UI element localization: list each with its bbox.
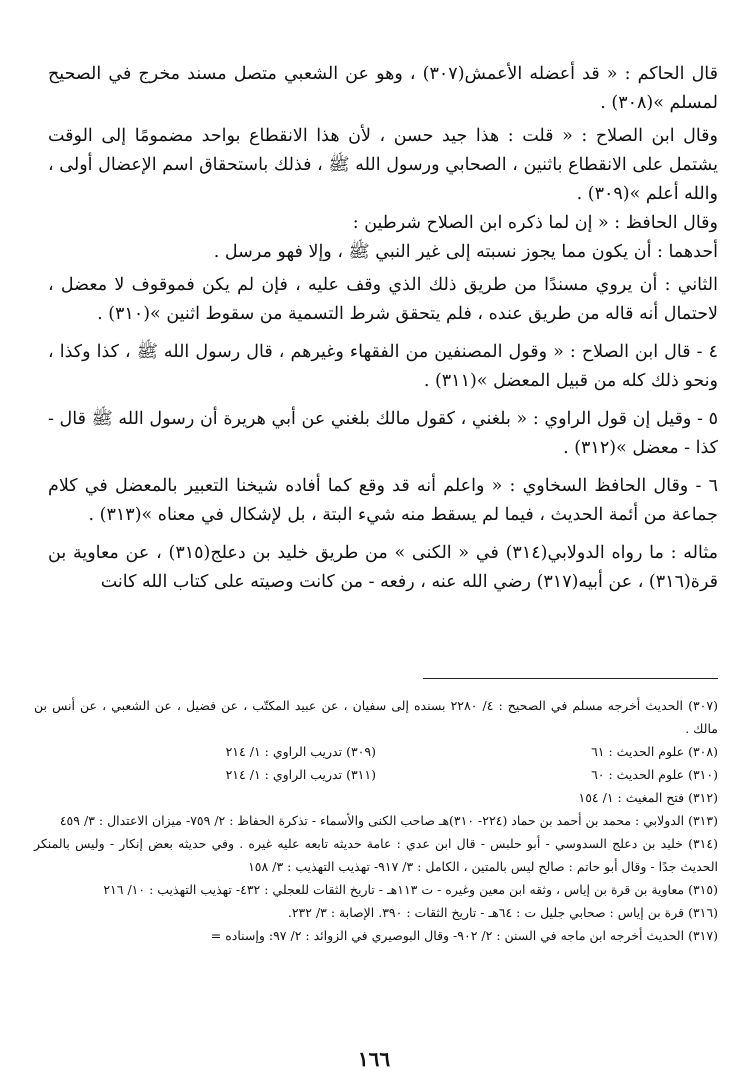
paragraph-example: مثاله : ما رواه الدولابي(٣١٤) في « الكنى » من طريق خليد بن دعلج(٣١٥) ، عن معاوية بن قرة(٣١٦) ، عن أبيه(٣١٧) رضي الله عنه ، رفعه - من كانت وصيته على كتاب الله كانت bbox=[48, 543, 718, 592]
footnote-309: (٣٠٩) تدريب الراوي : ١/ ٢١٤ bbox=[225, 744, 376, 759]
paragraph-ibn-salah-comment: وقال ابن الصلاح : « قلت : هذا جيد حسن ، لأن هذا الانقطاع بواحد مضمومًا إلى الوقت يشتمل على الانقطاع باثنين ، الصحابي ورسول الله ﷺ ، فذلك باستحقاق اسم الإعضال أولى ، والله أعلم »(٣٠٩) . bbox=[48, 126, 718, 204]
footnote-317: (٣١٧) الحديث أخرجه ابن ماجه في السنن : ٢/ ٩٠٢- وقال البوصيري في الزوائد : ٢/ ٩٧: وإسناده = bbox=[210, 928, 718, 943]
footnote-314: (٣١٤) خليد بن دعلج السدوسي - أبو حلبس - قال ابن عدي : عامة حديثه تابعه عليه غيره . وفي حديثه بعض إنكار - وليس بالمنكر الحديث جدًا - وقال أبو حاتم : صالح ليس بالمتين ، الكامل : ٣/ ٩١٧- تهذيب التهذيب : ٣/ ١٥٨ bbox=[34, 836, 718, 874]
footnote-row-310-311 bbox=[34, 763, 718, 786]
footnote-307: (٣٠٧) الحديث أخرجه مسلم في الصحيح : ٤/ ٢٢٨٠ بسنده إلى سفيان ، عن عبيد المكتّب ، عن فضيل ، عن الشعبي ، عن أنس بن مالك . bbox=[34, 698, 718, 736]
footnote-312: (٣١٢) فتح المغيث : ١/ ١٥٤ bbox=[578, 790, 718, 805]
footnote-315: (٣١٥) معاوية بن قرة بن إياس ، وثقه ابن معين وغيره - ت ١١٣هـ - تاريخ الثقات للعجلي : ٤٣٢- تهذيب التهذيب : ١٠/ ٢١٦ bbox=[103, 882, 718, 897]
footnote-310: (٣١٠) علوم الحديث : ٦٠ bbox=[591, 767, 718, 782]
footnote-308: (٣٠٨) علوم الحديث : ٦١ bbox=[591, 744, 718, 759]
paragraph-point-5: ٥ - وقيل إن قول الراوي : « بلغني ، كقول مالك بلغني عن أبي هريرة أن رسول الله ﷺ قال - كذا - معضل »(٣١٢) . bbox=[48, 409, 718, 458]
footnotes bbox=[34, 694, 718, 947]
paragraph-first-condition: أحدهما : أن يكون مما يجوز نسبته إلى غير النبي ﷺ ، وإلا فهو مرسل . bbox=[213, 242, 718, 262]
paragraph-hafiz-two-conditions: وقال الحافظ : « إن لما ذكره ابن الصلاح شرطين : bbox=[352, 213, 718, 233]
paragraph-point-6: ٦ - وقال الحافظ السخاوي : « واعلم أنه قد وقع كما أفاده شيخنا التعبير بالمعضل في كلام جماعة من أئمة الحديث ، فيما لم يسقط منه شيء البتة ، بل لإشكال في معناه »(٣١٣) . bbox=[48, 476, 718, 525]
main-text bbox=[48, 60, 718, 597]
footnote-divider bbox=[423, 678, 718, 679]
footnote-316: (٣١٦) قرة بن إياس : صحابي جليل ت : ٦٤هـ - تاريخ الثقات : ٣٩٠. الإصابة : ٣/ ٢٣٢. bbox=[287, 905, 718, 920]
paragraph-hakim-quote: قال الحاكم : « قد أعضله الأعمش(٣٠٧) ، وهو عن الشعبي متصل مسند مخرج في الصحيح لمسلم »(٣٠٨) . bbox=[48, 64, 718, 113]
footnote-311: (٣١١) تدريب الراوي : ١/ ٢١٤ bbox=[225, 767, 376, 782]
footnote-313: (٣١٣) الدولابي : محمد بن أحمد بن حماد (٢٢٤- ٣١٠)هـ صاحب الكنى والأسماء - تذكرة الحفاظ : ٢/ ٧٥٩- ميزان الاعتدال : ٣/ ٤٥٩ bbox=[59, 813, 718, 828]
paragraph-second-condition: الثاني : أن يروي مسندًا من طريق ذلك الذي وقف عليه ، فإن لم يكن فموقوف لا معضل ، لاحتمال أنه قاله من طريق عنده ، فلم يتحقق شرط التسمية من سقوط اثنين »(٣١٠) . bbox=[48, 275, 718, 324]
paragraph-point-4: ٤ - قال ابن الصلاح : « وقول المصنفين من الفقهاء وغيرهم ، قال رسول الله ﷺ ، كذا وكذا ، ونحو ذلك كله من قبيل المعضل »(٣١١) . bbox=[48, 342, 718, 391]
page-number: ١٦٦ bbox=[357, 1047, 391, 1071]
footnote-row-308-309 bbox=[34, 740, 718, 763]
